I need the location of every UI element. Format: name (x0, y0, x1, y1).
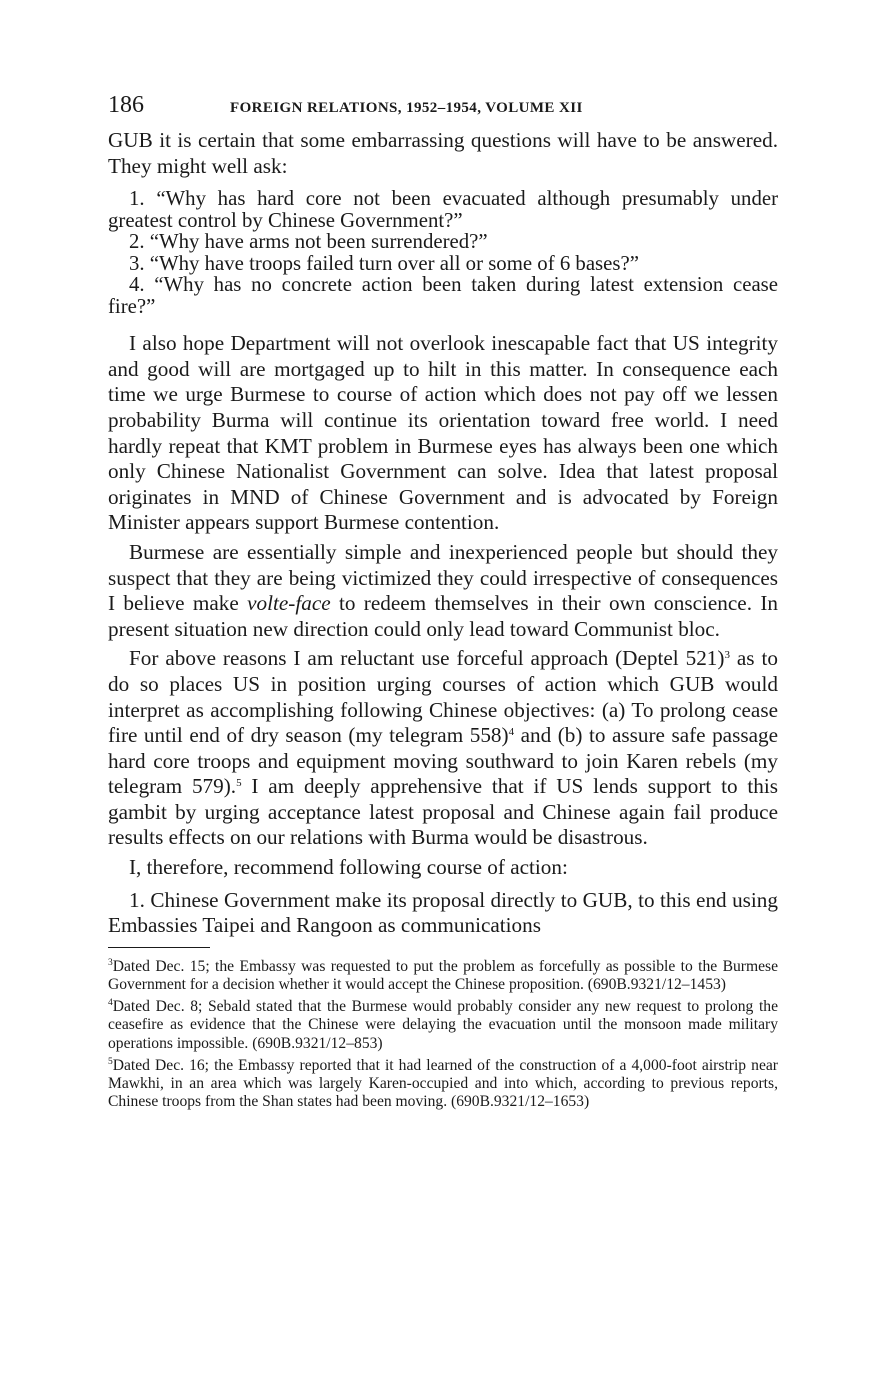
paragraph-3-italic: volte-face (247, 591, 331, 616)
paragraph-4-text-b: as to do so places US in position urging courses of action which GUB would interpret as accomplishing following Chinese objectives: (a) To prolong cease fire until end of dry season (my telegram 558) (108, 646, 778, 748)
paragraph-3 (108, 540, 778, 642)
recommendation-list (108, 888, 778, 939)
footnote-ref-3: 3 (724, 649, 730, 662)
footnote-marker: 4 (108, 998, 113, 1009)
question-item: 4. “Why has no concrete action been taken during latest extension cease fire?” (108, 273, 778, 318)
paragraph-1: GUB it is certain that some embarrassing questions will have to be answered. They might well ask: (108, 128, 778, 178)
footnote-ref-4: 4 (508, 726, 515, 739)
paragraph-5: I, therefore, recommend following course of action: (129, 855, 568, 880)
paragraph-4-text-c: and (b) to assure safe passage hard core troops and equipment moving southward to join Karen rebels (my telegram 579). (108, 723, 778, 799)
footnote-divider (108, 947, 210, 948)
footnote-ref-5: 5 (236, 777, 242, 790)
paragraph-4 (108, 646, 778, 851)
page-header (108, 92, 778, 126)
body-text (108, 128, 778, 939)
paragraph-3-text-a: Burmese are essentially simple and inexperienced people but should they suspect that they are being victimized they could irrespective of consequences I believe make (108, 539, 778, 616)
footnote-3 (108, 958, 778, 994)
document-page (108, 92, 778, 1115)
question-item: 3. “Why have troops failed turn over all or some of 6 bases?” (129, 251, 639, 275)
question-list (108, 188, 778, 317)
footnote-text: Dated Dec. 16; the Embassy reported that it had learned of the construction of a 4,000-foot airstrip near Mawkhi, in an area which was largely Karen-occupied and into which, according to previous reports, Chinese troops from the Shan states had been moving. (690B.9321/12–1653) (108, 1056, 778, 1111)
running-head: FOREIGN RELATIONS, 1952–1954, VOLUME XII (230, 100, 583, 116)
footnotes (108, 958, 778, 1112)
paragraph-4-text-d: I am deeply apprehensive that if US lends support to this gambit by urging acceptance latest proposal and Chinese again fail produce results effects on our relations with Burma would be disastrous. (108, 774, 778, 850)
question-item: 1. “Why has hard core not been evacuated although presumably under greatest control by Chinese Government?” (108, 187, 778, 232)
footnote-4 (108, 998, 778, 1053)
footnote-marker: 3 (108, 957, 113, 968)
footnote-text: Dated Dec. 15; the Embassy was requested to put the problem as forcefully as possible to the Burmese Government for a decision whether it would accept the Chinese proposition. (690B.9321/12–1453) (108, 957, 778, 994)
footnote-text: Dated Dec. 8; Sebald stated that the Burmese would probably consider any new request to prolong the ceasefire as evidence that the Chinese were delaying the evacuation until the monsoon made military operations impossible. (690B.9321/12–853) (108, 998, 778, 1052)
paragraph-2: I also hope Department will not overlook inescapable fact that US integrity and good will are mortgaged up to hilt in this matter. In consequence each time we urge Burmese to course of action which does not pay off we lessen probability Burma will continue its orientation toward free world. I need hardly repeat that KMT problem in Burmese eyes has always been one which only Chinese Nationalist Government can solve. Idea that latest proposal originates in MND of Chinese Government and is advocated by Foreign Minister appears support Burmese contention. (108, 331, 778, 535)
question-item: 2. “Why have arms not been surrendered?” (129, 230, 488, 254)
paragraph-4-text-a: For above reasons I am reluctant use forceful approach (Deptel 521) (129, 646, 725, 671)
recommendation-item: 1. Chinese Government make its proposal directly to GUB, to this end using Embassies Taipei and Rangoon as communications (108, 887, 778, 938)
page-number: 186 (108, 92, 144, 118)
footnote-5 (108, 1057, 778, 1112)
paragraph-3-text-b: to redeem themselves in their own conscience. In present situation new direction could only lead toward Communist bloc. (108, 591, 778, 641)
footnote-marker: 5 (108, 1056, 113, 1067)
